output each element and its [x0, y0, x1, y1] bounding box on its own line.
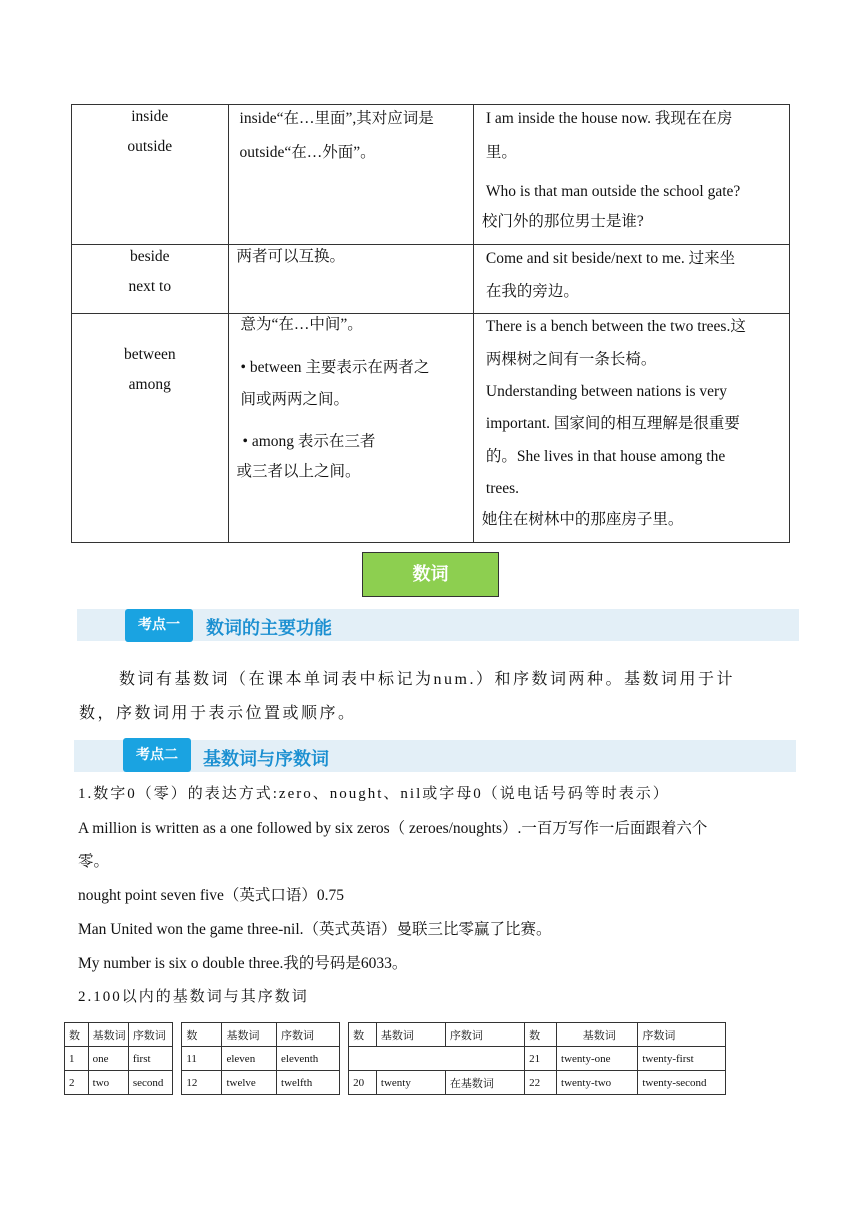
header-cell: 基数词 — [222, 1023, 277, 1047]
table-row — [65, 1047, 726, 1071]
usage-line: • between 主要表示在两者之 — [240, 359, 430, 376]
word: beside — [129, 248, 170, 265]
usage-line: 或三者以上之间。 — [236, 463, 361, 480]
header-cell: 数 — [525, 1023, 557, 1047]
example-line: 在我的旁边。 — [485, 283, 579, 300]
paragraph-line: 数词有基数词（在课本单词表中标记为num.）和序数词两种。基数词用于计 — [119, 671, 735, 688]
ordinal-cell: second — [128, 1071, 172, 1095]
example-line: I am inside the house now. 我现在在房 — [485, 110, 733, 127]
table-row — [72, 105, 790, 245]
point-heading: 基数词与序数词 — [203, 749, 329, 770]
usage-line: inside“在…里面”,其对应词是 — [239, 110, 434, 127]
cardinal-cell: two — [88, 1071, 128, 1095]
text-line: Man United won the game three-nil.（英式英语）曼联三比零赢了比赛。 — [78, 921, 552, 938]
example-line: 两棵树之间有一条长椅。 — [485, 351, 657, 368]
text-line: 1.数字0（零）的表达方式:zero、nought、nil或字母0（说电话号码等时表示） — [78, 786, 670, 802]
example-line: Who is that man outside the school gate? — [485, 183, 741, 200]
example-line: There is a bench between the two trees.这 — [485, 318, 746, 335]
example-line: 校门外的那位男士是谁? — [481, 213, 644, 230]
usage-line: 两者可以互换。 — [236, 248, 346, 265]
usage-line: • among 表示在三者 — [242, 433, 376, 450]
number-cell: 2 — [65, 1071, 89, 1095]
header-cell: 序数词 — [445, 1023, 524, 1047]
text-line: 2.100以内的基数词与其序数词 — [78, 989, 309, 1005]
number-cell: 22 — [525, 1071, 557, 1095]
table-row — [72, 314, 790, 543]
cardinal-cell: twelve — [222, 1071, 277, 1095]
example-line: important. 国家间的相互理解是很重要 — [485, 415, 740, 432]
ordinal-cell: twelfth — [277, 1071, 340, 1095]
header-cell: 序数词 — [277, 1023, 340, 1047]
word-cell — [72, 105, 229, 245]
word: among — [128, 376, 171, 393]
example-line: 的。She lives in that house among the — [485, 448, 726, 465]
text-line: 零。 — [78, 853, 110, 870]
example-line: Come and sit beside/next to me. 过来坐 — [485, 250, 736, 267]
example-cell — [473, 105, 789, 245]
text-line: A million is written as a one followed by six zeros（ zeroes/noughts）.一百万写作一后面跟着六个 — [78, 820, 708, 837]
example-line: trees. — [485, 480, 520, 497]
number-cell: 20 — [349, 1071, 377, 1095]
ordinal-cell: eleventh — [277, 1047, 340, 1071]
example-cell — [473, 314, 789, 543]
table-row — [65, 1071, 726, 1095]
cardinal-cell: one — [88, 1047, 128, 1071]
table-row — [72, 245, 790, 314]
word-cell — [72, 314, 229, 543]
word: outside — [127, 138, 173, 155]
header-cell: 数 — [349, 1023, 377, 1047]
word: inside — [131, 108, 169, 125]
header-cell: 基数词 — [557, 1023, 638, 1047]
point-tag: 考点二 — [123, 738, 191, 772]
number-cell: 12 — [182, 1071, 222, 1095]
cardinal-cell: twenty-two — [557, 1071, 638, 1095]
ordinal-cell: first — [128, 1047, 172, 1071]
ordinal-cell: twenty-second — [638, 1071, 726, 1095]
empty-cell — [349, 1047, 525, 1071]
point-heading: 数词的主要功能 — [206, 618, 332, 639]
ordinal-cell: 在基数词 — [445, 1071, 524, 1095]
text-line: nought point seven five（英式口语）0.75 — [78, 887, 345, 904]
number-cell: 21 — [525, 1047, 557, 1071]
cardinal-cell: eleven — [222, 1047, 277, 1071]
header-cell: 数 — [65, 1023, 89, 1047]
usage-line: 间或两两之间。 — [240, 391, 350, 408]
example-line: 她住在树林中的那座房子里。 — [481, 511, 684, 528]
usage-line: outside“在…外面”。 — [239, 144, 376, 161]
example-line: Understanding between nations is very — [485, 383, 727, 400]
word: next to — [128, 278, 172, 295]
example-cell — [473, 245, 789, 314]
point-tag: 考点一 — [125, 609, 193, 642]
example-line: 里。 — [485, 144, 517, 161]
header-cell: 序数词 — [128, 1023, 172, 1047]
usage-cell — [228, 245, 473, 314]
number-cell: 1 — [65, 1047, 89, 1071]
word: between — [123, 346, 176, 363]
number-cell: 11 — [182, 1047, 222, 1071]
header-cell: 基数词 — [376, 1023, 445, 1047]
cardinal-cell: twenty — [376, 1071, 445, 1095]
header-cell: 序数词 — [638, 1023, 726, 1047]
header-cell: 基数词 — [88, 1023, 128, 1047]
usage-cell — [228, 314, 473, 543]
paragraph-line: 数，序数词用于表示位置或顺序。 — [79, 705, 357, 722]
usage-line: 意为“在…中间”。 — [240, 316, 363, 333]
text-line: My number is six o double three.我的号码是6033。 — [78, 955, 408, 972]
usage-cell — [228, 105, 473, 245]
word-cell — [72, 245, 229, 314]
header-cell: 数 — [182, 1023, 222, 1047]
table-row — [65, 1023, 726, 1047]
section-title: 数词 — [362, 552, 499, 597]
number-table — [64, 1022, 726, 1095]
cardinal-cell: twenty-one — [557, 1047, 638, 1071]
preposition-table — [71, 104, 790, 543]
ordinal-cell: twenty-first — [638, 1047, 726, 1071]
